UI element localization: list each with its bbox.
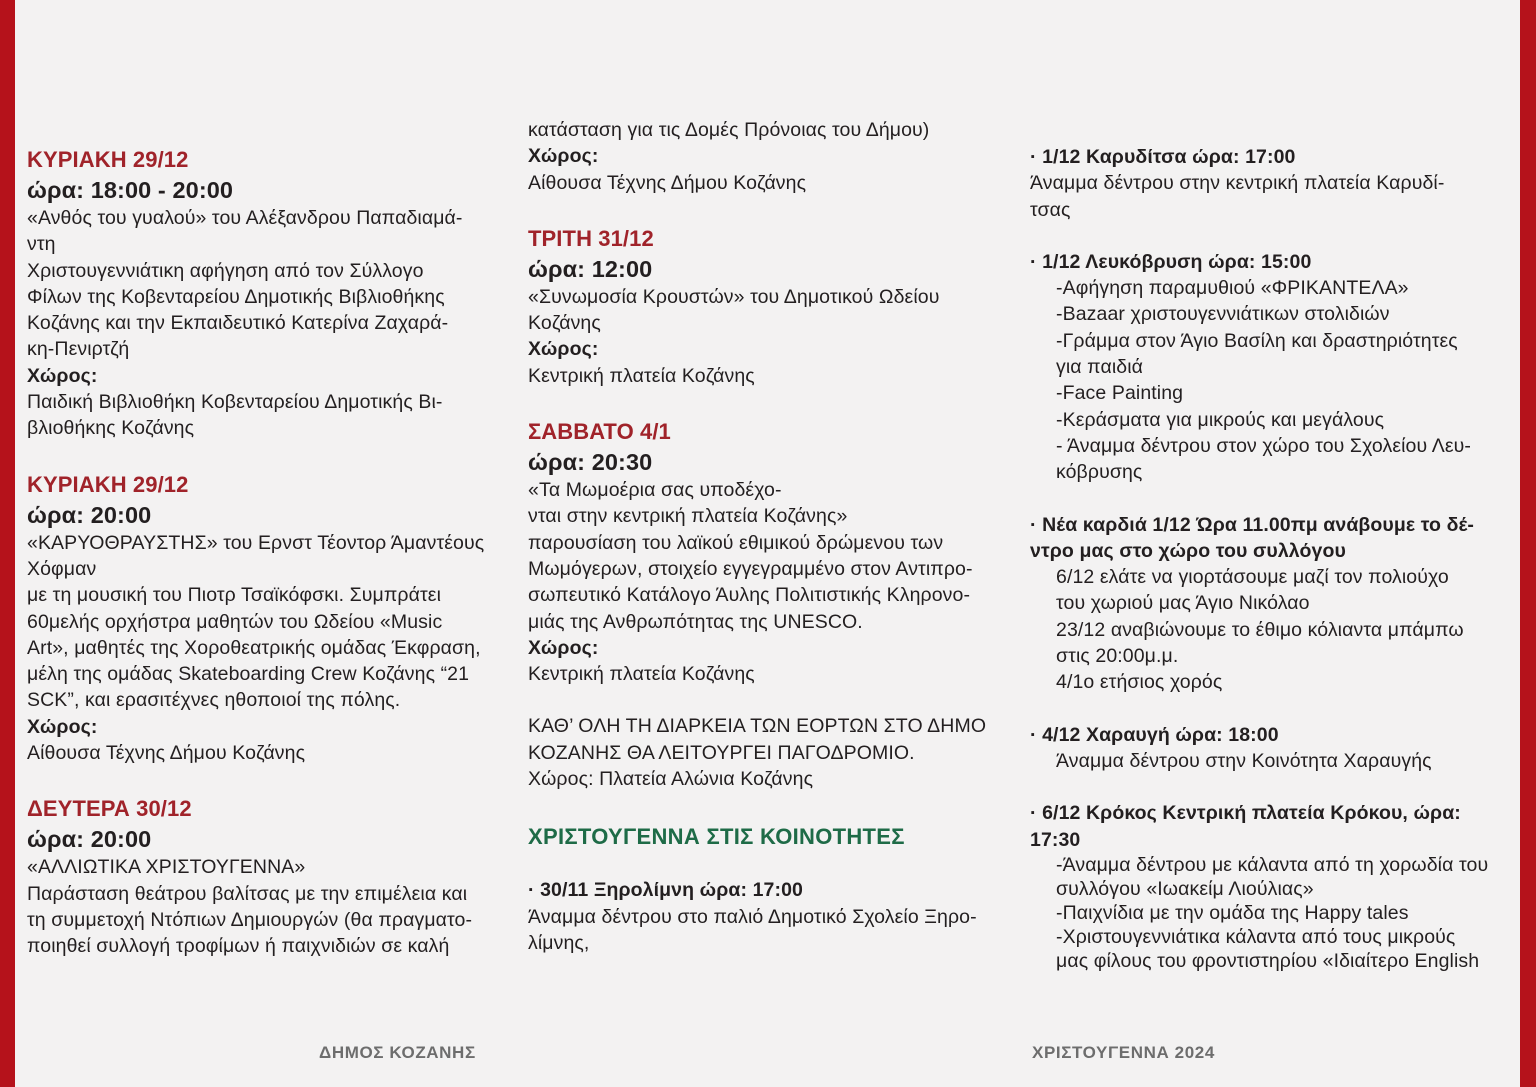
- communities-title: ΧΡΙΣΤΟΥΓΕΝΝΑ ΣΤΙΣ ΚΟΙΝΟΤΗΤΕΣ: [528, 824, 905, 850]
- community-block: [1030, 512, 1510, 696]
- community-text: -Χριστουγεννιάτικα κάλαντα από τους μικρούς: [1056, 925, 1456, 948]
- community-block: [1030, 722, 1510, 775]
- column-3: [1030, 144, 1510, 973]
- place-label: Χώρος:: [27, 715, 98, 738]
- community-text: 23/12 αναβιώνουμε το έθιμο κόλιαντα μπάμπω: [1056, 618, 1464, 641]
- community-text: του χωριού μας Άγιο Νικόλαο: [1056, 592, 1310, 615]
- event-text: κη-Πενιρτζή: [27, 338, 130, 361]
- event-text: 60μελής ορχήστρα μαθητών του Ωδείου «Music: [27, 610, 443, 633]
- community-text: μας φίλους του φροντιστηρίου «Ιδιαίτερο English: [1056, 949, 1480, 972]
- event-text: κατάσταση για τις Δομές Πρόνοιας του Δήμου): [528, 119, 930, 141]
- community-head: ντρο μας στο χώρο του συλλόγου: [1030, 539, 1346, 562]
- event-text: μέλη της ομάδας Skateboarding Crew Κοζάνης “21: [27, 663, 470, 686]
- notice-text: ΚΑΘ’ ΟΛΗ ΤΗ ΔΙΑΡΚΕΙΑ ΤΩΝ ΕΟΡΤΩΝ ΣΤΟ ΔΗΜΟ: [528, 715, 987, 738]
- community-head: · 1/12 Καρυδίτσα ώρα: 17:00: [1030, 146, 1296, 168]
- event-time: ώρα: 12:00: [528, 255, 653, 282]
- place-label: Χώρος:: [528, 145, 599, 168]
- event-text: παρουσίαση του λαϊκού εθιμικού δρώμενου των: [528, 531, 944, 554]
- event-day: ΤΡΙΤΗ 31/12: [528, 225, 654, 251]
- community-text: κόβρυσης: [1056, 461, 1143, 484]
- community-text: -Αφήγηση παραμυθιού «ΦΡΙΚΑΝΤΕΛΑ»: [1056, 277, 1409, 300]
- community-block: [1030, 144, 1510, 223]
- community-head: · 1/12 Λευκόβρυση ώρα: 15:00: [1030, 250, 1312, 273]
- event-text: «ΚΑΡΥΟΘΡΑΥΣΤΗΣ» του Ερνστ Τέοντορ Άμαντέους: [27, 531, 485, 554]
- community-text: Άναμμα δέντρου στο παλιό Δημοτικό Σχολείο Ξηρο-: [528, 905, 977, 928]
- community-text: -Παιχνίδια με την ομάδα της Happy tales: [1056, 901, 1409, 924]
- left-red-border: [0, 0, 15, 1087]
- place-label: Χώρος:: [27, 364, 98, 387]
- community-text: 4/1ο ετήσιος χορός: [1056, 671, 1223, 694]
- community-text: -Άναμμα δέντρου με κάλαντα από τη χορωδία του: [1056, 853, 1489, 876]
- event-block: [528, 224, 1018, 389]
- event-text: «Τα Μωμοέρια σας υποδέχο-: [528, 479, 782, 502]
- event-time: ώρα: 18:00 - 20:00: [27, 177, 234, 203]
- place-text: Κεντρική πλατεία Κοζάνης: [528, 663, 755, 686]
- event-text: Χριστουγεννιάτικη αφήγηση από τον Σύλλογο: [27, 259, 424, 282]
- community-text: - Άναμμα δέντρου στον χώρο του Σχολείου Λευ-: [1056, 434, 1471, 457]
- community-text: -Κεράσματα για μικρούς και μεγάλους: [1056, 408, 1385, 431]
- event-text: ντη: [27, 233, 56, 256]
- event-text: Μωμόγερων, στοιχείο εγγεγραμμένο στον Αντιπρο-: [528, 557, 973, 580]
- event-text: «Συνωμοσία Κρουστών» του Δημοτικού Ωδείου: [528, 285, 940, 308]
- event-text: τη συμμετοχή Ντόπιων Δημιουργών (θα πραγματο-: [27, 908, 473, 931]
- place-text: Αίθουσα Τέχνης Δήμου Κοζάνης: [528, 171, 807, 194]
- event-text: με τη μουσική του Πιοτρ Τσαϊκόφσκι. Συμπράτει: [27, 584, 441, 607]
- community-text: 6/12 ελάτε να γιορτάσουμε μαζί τον πολιούχο: [1056, 566, 1449, 589]
- event-day: ΔΕΥΤΕΡΑ 30/12: [27, 796, 192, 822]
- event-time: ώρα: 20:00: [27, 501, 152, 528]
- event-text: «ΑΛΛΙΩΤΙΚΑ ΧΡΙΣΤΟΥΓΕΝΝΑ»: [27, 856, 306, 879]
- community-text: Άναμμα δέντρου στην κεντρική πλατεία Καρυδί-: [1030, 172, 1445, 195]
- community-text: -Face Painting: [1056, 382, 1184, 405]
- event-block: [27, 470, 497, 767]
- community-text: Άναμμα δέντρου στην Κοινότητα Χαραυγής: [1056, 749, 1432, 772]
- event-text: Χόφμαν: [27, 557, 97, 580]
- community-text: για παιδιά: [1056, 356, 1144, 379]
- event-text: «Ανθός του γυαλού» του Αλέξανδρου Παπαδιαμά-: [27, 207, 463, 229]
- community-block: [1030, 800, 1510, 973]
- event-text: Art», μαθητές της Χοροθεατρικής ομάδας Έκφραση,: [27, 636, 481, 659]
- community-head: 17:30: [1030, 828, 1081, 851]
- event-time: ώρα: 20:30: [528, 449, 653, 476]
- event-time: ώρα: 20:00: [27, 826, 152, 853]
- right-red-border: [1520, 0, 1536, 1087]
- community-text: τσας: [1030, 198, 1071, 221]
- event-day: ΚΥΡΙΑΚΗ 29/12: [27, 147, 189, 172]
- place-text: Αίθουσα Τέχνης Δήμου Κοζάνης: [27, 742, 306, 765]
- place-label: Χώρος:: [528, 636, 599, 659]
- event-text: SCK”, και ερασιτέχνες ηθοποιοί της πόλης.: [27, 689, 401, 712]
- community-text: στις 20:00μ.μ.: [1056, 645, 1179, 668]
- place-text: βλιοθήκης Κοζάνης: [27, 417, 195, 440]
- event-block: [528, 417, 1018, 687]
- event-day: ΚΥΡΙΑΚΗ 29/12: [27, 471, 189, 497]
- event-text: Παράσταση θεάτρου βαλίτσας με την επιμέλεια και: [27, 882, 468, 905]
- column-2: [528, 117, 1018, 956]
- event-text: Φίλων της Κοβενταρείου Δημοτικής Βιβλιοθήκης: [27, 285, 445, 308]
- community-head: · 4/12 Χαραυγή ώρα: 18:00: [1030, 723, 1279, 746]
- event-text: μιάς της Ανθρωπότητας της UNESCO.: [528, 610, 863, 633]
- event-block: [27, 145, 497, 442]
- community-text: λίμνης,: [528, 931, 590, 954]
- community-text: -Γράμμα στον Άγιο Βασίλη και δραστηριότητες: [1056, 329, 1458, 352]
- notice-text: ΚΟΖΑΝΗΣ ΘΑ ΛΕΙΤΟΥΡΓΕΙ ΠΑΓΟΔΡΟΜΙΟ.: [528, 741, 915, 764]
- community-text: -Bazaar χριστουγεννιάτικων στολιδιών: [1056, 303, 1390, 326]
- event-text: σωπευτικό Κατάλογο Άυλης Πολιτιστικής Κληρονο-: [528, 584, 971, 607]
- community-head: · Νέα καρδιά 1/12 Ώρα 11.00πμ ανάβουμε το δέ-: [1030, 513, 1474, 536]
- event-text: Κοζάνης: [528, 312, 601, 335]
- event-text: Κοζάνης και την Εκπαιδευτικό Κατερίνα Ζαχαρά-: [27, 312, 449, 335]
- footer-right: ΧΡΙΣΤΟΥΓΕΝΝΑ 2024: [1032, 1043, 1215, 1062]
- column-1: [27, 145, 497, 960]
- footer-left: ΔΗΜΟΣ ΚΟΖΑΝΗΣ: [319, 1043, 476, 1062]
- place-text: Κεντρική πλατεία Κοζάνης: [528, 364, 755, 387]
- community-block: [1030, 249, 1510, 486]
- notice-block: [528, 713, 1018, 792]
- community-head: · 6/12 Κρόκος Κεντρική πλατεία Κρόκου, ώρα:: [1030, 802, 1461, 825]
- place-label: Χώρος:: [528, 338, 599, 361]
- event-day: ΣΑΒΒΑΤΟ 4/1: [528, 419, 671, 445]
- notice-text: Χώρος: Πλατεία Αλώνια Κοζάνης: [528, 768, 814, 791]
- event-block: [27, 794, 497, 959]
- community-text: συλλόγου «Ιωακείμ Λιούλιας»: [1056, 877, 1314, 900]
- event-text: νται στην κεντρική πλατεία Κοζάνης»: [528, 505, 848, 528]
- place-text: Παιδική Βιβλιοθήκη Κοβενταρείου Δημοτικής Βι-: [27, 391, 443, 414]
- community-head: · 30/11 Ξηρολίμνη ώρα: 17:00: [528, 879, 803, 902]
- community-block: [528, 877, 1018, 956]
- event-text: ποιηθεί συλλογή τροφίμων ή παιχνιδιών σε καλή: [27, 935, 450, 958]
